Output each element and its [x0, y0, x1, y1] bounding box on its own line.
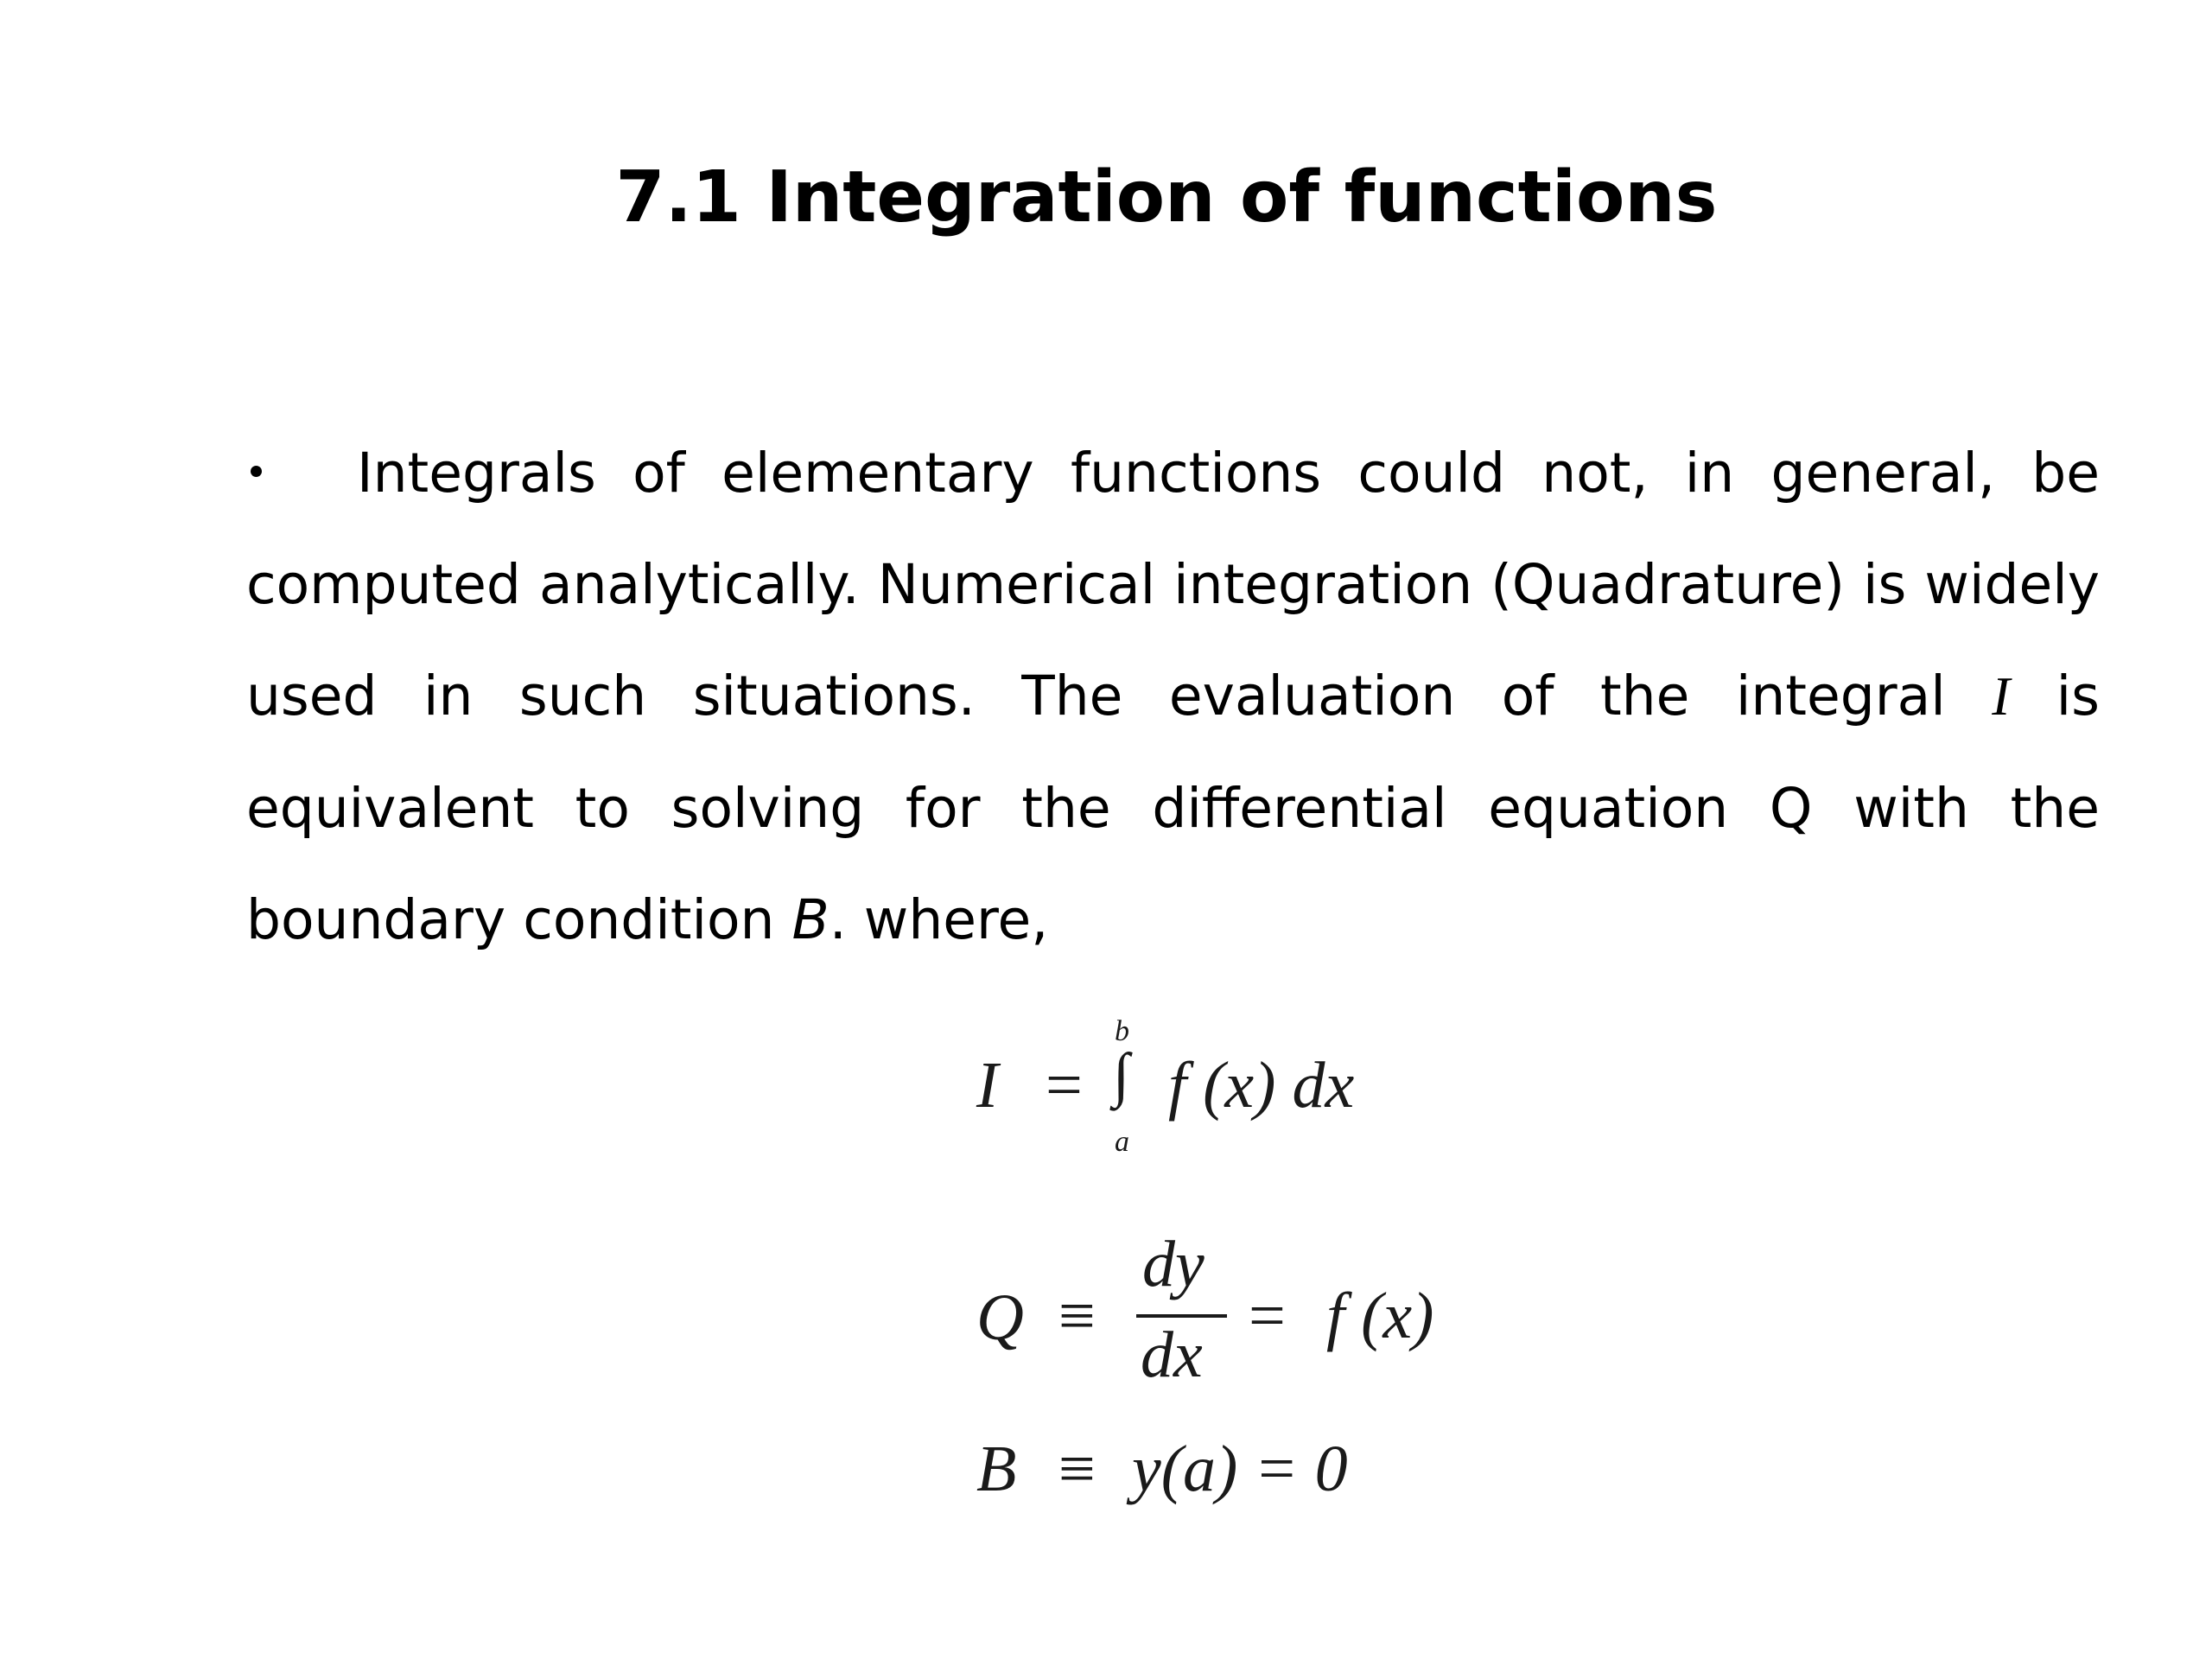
differential-rhs: f (x): [1326, 1280, 1434, 1352]
bullet-dot-icon: [251, 466, 262, 477]
boundary-rhs: y(a) = 0: [1132, 1433, 1348, 1505]
differential-relation: ≡: [1058, 1280, 1096, 1352]
boundary-relation: ≡: [1058, 1433, 1096, 1505]
differential-lhs: Q: [976, 1281, 1024, 1354]
boundary-equation: [976, 1421, 1538, 1525]
differential-equals: =: [1249, 1280, 1286, 1352]
integral-equation: [976, 1015, 1538, 1171]
integral-relation: =: [1046, 1049, 1083, 1122]
variable-i: I: [1992, 666, 2011, 727]
body-paragraph: [246, 417, 2100, 976]
differential-equation: [976, 1227, 1538, 1426]
bullet-marker: [246, 417, 357, 529]
slide-title: 7.1 Integration of functions: [615, 156, 1718, 238]
fraction-numerator: dy: [1142, 1228, 1205, 1300]
integral-upper-limit: b: [1115, 1015, 1129, 1047]
integral-integrand: f (x) dx: [1168, 1049, 1355, 1122]
paragraph-text-b: is equivalent to solving for the differential equation Q with the boundary condition: [246, 664, 2100, 951]
integral-sign: ∫: [1113, 1042, 1130, 1109]
integral-lower-limit: a: [1115, 1126, 1129, 1158]
boundary-lhs: B: [976, 1433, 1017, 1505]
paragraph-text-a: Integrals of elementary functions could not, in general, be computed analytically. Numerical integration (Quadrature) is widely used in such situations. The evaluation of the integral: [246, 442, 2100, 728]
fraction-denominator: dx: [1141, 1319, 1203, 1391]
integral-lhs: I: [976, 1049, 999, 1122]
variable-b: B: [791, 888, 830, 951]
paragraph-text-c: . where,: [829, 888, 1049, 951]
